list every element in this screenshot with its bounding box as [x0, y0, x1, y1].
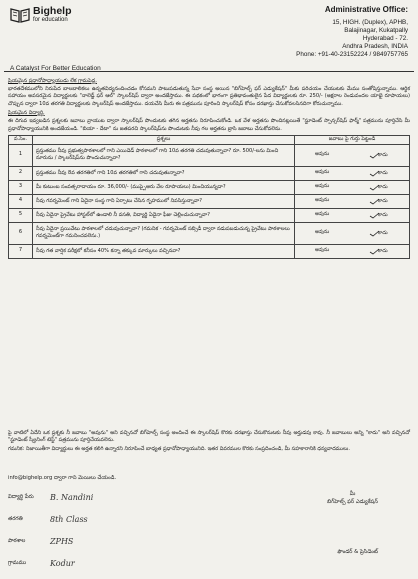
- answer-options: [295, 169, 409, 177]
- student-paragraph: ఈ దిగువ ఇవ్వబడిన ప్రశ్నలకు జవాబు వ్రాయుట ద్వారా స్కాలర్‌షిప్ పొందుటకు తగిన అర్హతను నిరూపించుకోండి. ఒక వేళ అర్హతను పొందినట్లయితే "స్టూడెంట్ స్పాన్సర్‌షిప్ ఫార్మ్" పత్రమును పూర్తిచేసి మీ ప్రధానోపాధ్యాయునికి అందజేయండి. "బియా - దేటా" ను జతపరచి స్కాలర్‌షిప్‌ను పొందుటకు నీవు గల అర్హతను బ్రాసి జబాబు చేసుకోవలెను.: [8, 117, 410, 132]
- row-question: మీ కుటుంబ సంవత్సరాదాయం రూ. 36,000/- (ముప్పైఆరు వేల రూపాయలు) మించియున్నదా?: [33, 180, 295, 194]
- row-question: ప్రస్తుతము నీవు 8వ తరగతిలో గాని 10వ తరగతిలో గాని చదువుతున్నావా?: [33, 166, 295, 180]
- office-line: Andhra Pradesh, INDIA: [342, 43, 408, 50]
- email-line: info@bighelp.org ద్వారా గాని మెయిలు చేయండి.: [8, 475, 117, 481]
- letterhead: [6, 4, 412, 74]
- office-line: Balajinagar, Kukatpally: [344, 27, 408, 34]
- answer-yes[interactable]: అవును: [314, 247, 330, 254]
- signatory-role: ఫౌండర్ & ప్రెసిడెంట్: [337, 549, 378, 555]
- field-row: [8, 530, 93, 552]
- village-value[interactable]: Kodur: [50, 558, 75, 568]
- answer-no[interactable]: కాదు: [369, 152, 389, 159]
- table-row: [9, 244, 410, 258]
- answer-options: [295, 211, 409, 219]
- field-label: తరగతి: [8, 516, 23, 522]
- field-row: [8, 552, 93, 574]
- field-label: విద్యార్థి పేరు: [8, 494, 34, 500]
- field-label: గ్రామము: [8, 560, 27, 566]
- table-row: [9, 194, 410, 208]
- sign-off: [327, 490, 378, 506]
- brand-logo: [10, 6, 72, 24]
- field-row: [8, 486, 93, 508]
- answer-yes[interactable]: అవును: [314, 211, 330, 218]
- answer-yes[interactable]: అవును: [314, 229, 330, 236]
- row-question: నీవు గవర్నమెంట్ గాని ఏదైనా సంస్థ గాని ఏర్పాటు చేసిన గృహములో నివసిస్తున్నావా?: [33, 194, 295, 208]
- answer-no[interactable]: కాదు: [369, 248, 389, 255]
- answer-yes[interactable]: అవును: [314, 197, 330, 204]
- answer-yes[interactable]: అవును: [314, 169, 330, 176]
- eligibility-table: [8, 135, 410, 259]
- answer-options: [295, 247, 409, 255]
- class-value[interactable]: 8th Class: [50, 514, 88, 524]
- answer-options: [295, 151, 409, 159]
- row-number: 5: [9, 208, 33, 222]
- header-divider: [4, 71, 414, 72]
- school-value[interactable]: ZPHS: [50, 536, 74, 546]
- col-header-answer: జవాబు పై గుర్తు పెట్టండి: [295, 136, 410, 145]
- answer-no[interactable]: కాదు: [369, 170, 389, 177]
- footer-note: గమనిక: నిజాయితీగా విద్యార్థులు ఈ అర్హత కలిగి ఉన్నారని నిరూపించే బాధ్యత ప్రధానోపాధ్యాయునిది. ఇతర వివరముల కొరకు సంప్రదించండి, మీ సహకారానికి ధన్యవాదములు.: [8, 445, 350, 452]
- col-header-questions: ప్రశ్నలు: [33, 136, 295, 145]
- brand-name: Bighelp: [33, 5, 72, 17]
- table-row: [9, 144, 410, 166]
- intro-paragraph: భారతదేశములోని నిరుపేద బాలబాలికలు ఉన్నతవిద్యనందించడం కోసమని పాటుపడుతున్న సేవా సంస్థ అయిన "బిగ్‌హెల్ప్ ఫర్ ఎడ్యుకేషన్" మీకు పరిచయం చేయుటకు మేము సంతోషిస్తున్నాము. ఆర్థిక సహాయం అవసరమైన విద్యార్థులకు "నాలెడ్జ్ ఫర్ ఆల్" స్కాలర్‌షిప్ ద్వారా అందజేస్తాము. ఈ పథకంలో భాగంగా ప్రతిభావంతులైన పేద విద్యార్థులకు రూ. 250/- (అక్షరాల రెండువందల యాభై రూపాయలు) చొప్పున ద్వారా 10వ తరగతి విద్యార్థులకు స్కాలర్‌షిప్ అందజేస్తాము. దయచేసి మీరు ఈ పత్రమును పూరించి స్కాలర్‌షిప్ కోసం దరఖాస్తు చేసుకోవలసినదిగా కోరుచున్నాము.: [8, 85, 410, 107]
- row-number: 6: [9, 222, 33, 244]
- col-header-number: వ.సెం.: [9, 136, 33, 145]
- row-number: 3: [9, 180, 33, 194]
- row-number: 2: [9, 166, 33, 180]
- row-number: 4: [9, 194, 33, 208]
- table-header-row: [9, 136, 410, 145]
- table-row: [9, 222, 410, 244]
- office-phone: Phone: +91-40-23152224 / 9849757765: [296, 51, 408, 58]
- answer-yes[interactable]: అవును: [314, 151, 330, 158]
- row-number: 1: [9, 144, 33, 166]
- footer-paragraph: పై వాటిలో ఏదేని ఒక ప్రశ్నకు నీ జవాబు "అవును" అని వచ్చినచో బిగ్‌హెల్ప్ సంస్థ అందించే ఈ స్కాలర్‌షిప్ కొరకు దరఖాస్తు చేసుకొనుటకు నీవు అర్హుడవు కావు. నీ జవాబులు అన్ని "కాదు" అని వచ్చినచో "స్టూడెంట్ స్క్రీనింగ్ టెస్ట్" పత్రమును పూర్తిచేయవలెను.: [8, 430, 410, 444]
- answer-options: [295, 229, 409, 237]
- tagline: A Catalyst For Better Education: [10, 65, 101, 72]
- sign-off-org: బిగ్‌హెల్ప్ ఫర్ ఎడ్యుకేషన్: [327, 499, 378, 505]
- row-number: 7: [9, 244, 33, 258]
- answer-no[interactable]: కాదు: [369, 230, 389, 237]
- brand-subtitle: for education: [33, 17, 68, 23]
- office-address: [296, 5, 408, 59]
- answer-no[interactable]: కాదు: [369, 212, 389, 219]
- student-name-value[interactable]: B. Nandini: [50, 492, 94, 502]
- row-question: నీవు ఏదైనా ప్రయివేటు పాఠశాలలో చదువుచున్నావా? (గమనిక - గవర్నమెంట్ సబ్సిడీ ద్వారా నడుపబడుచున్న ప్రైవేటు పాఠశాలలు గవర్నమెంట్‌గా గమనించవలెను.): [33, 222, 295, 244]
- table-row: [9, 208, 410, 222]
- row-question: నీవు గత వార్షిక పరీక్షలో కనీసం 40% కన్నా తక్కువ మార్కులు వచ్చినవా?: [33, 244, 295, 258]
- answer-options: [295, 197, 409, 205]
- table-row: [9, 166, 410, 180]
- table-row: [9, 180, 410, 194]
- answer-yes[interactable]: అవును: [314, 183, 330, 190]
- footer-instructions: [8, 430, 410, 454]
- sign-off-line: మీ: [349, 491, 356, 497]
- field-row: [8, 508, 93, 530]
- row-question: ప్రస్తుతము నీవు ప్రభుత్వపాఠశాలలో గాని ఎయిడెడ్ పాఠశాలలో గాని 10వ తరగతి చదువుతున్నావా? రూ. 500/-లను మించి నూరును / స్కాలర్‌షిప్‌ను పొందుచున్నావా?: [33, 144, 295, 166]
- answer-options: [295, 183, 409, 191]
- office-line: Hyderabad - 72.: [362, 35, 408, 42]
- letter-body: [8, 76, 410, 259]
- answer-no[interactable]: కాదు: [369, 184, 389, 191]
- student-details: [8, 486, 93, 574]
- row-question: నీవు ఏదైనా ప్రైవేటు హాస్టల్‌లో ఉండాలి నీ వసతి, విద్యార్థి ఏదైనా ఫీజు చెల్లించుచున్నావా?: [33, 208, 295, 222]
- field-label: పాఠశాల: [8, 538, 26, 544]
- office-title: Administrative Office:: [324, 5, 408, 14]
- answer-no[interactable]: కాదు: [369, 198, 389, 205]
- student-salutation: ప్రియమైన విద్యార్థి,: [8, 110, 45, 117]
- book-logo-icon: [10, 7, 30, 23]
- office-line: 15, HIGH. (Duplex), APHB,: [332, 19, 408, 26]
- salutation: ప్రియమైన ప్రధానోపాధ్యాయుడు లేక గ్రామపెద్ద,: [8, 78, 97, 84]
